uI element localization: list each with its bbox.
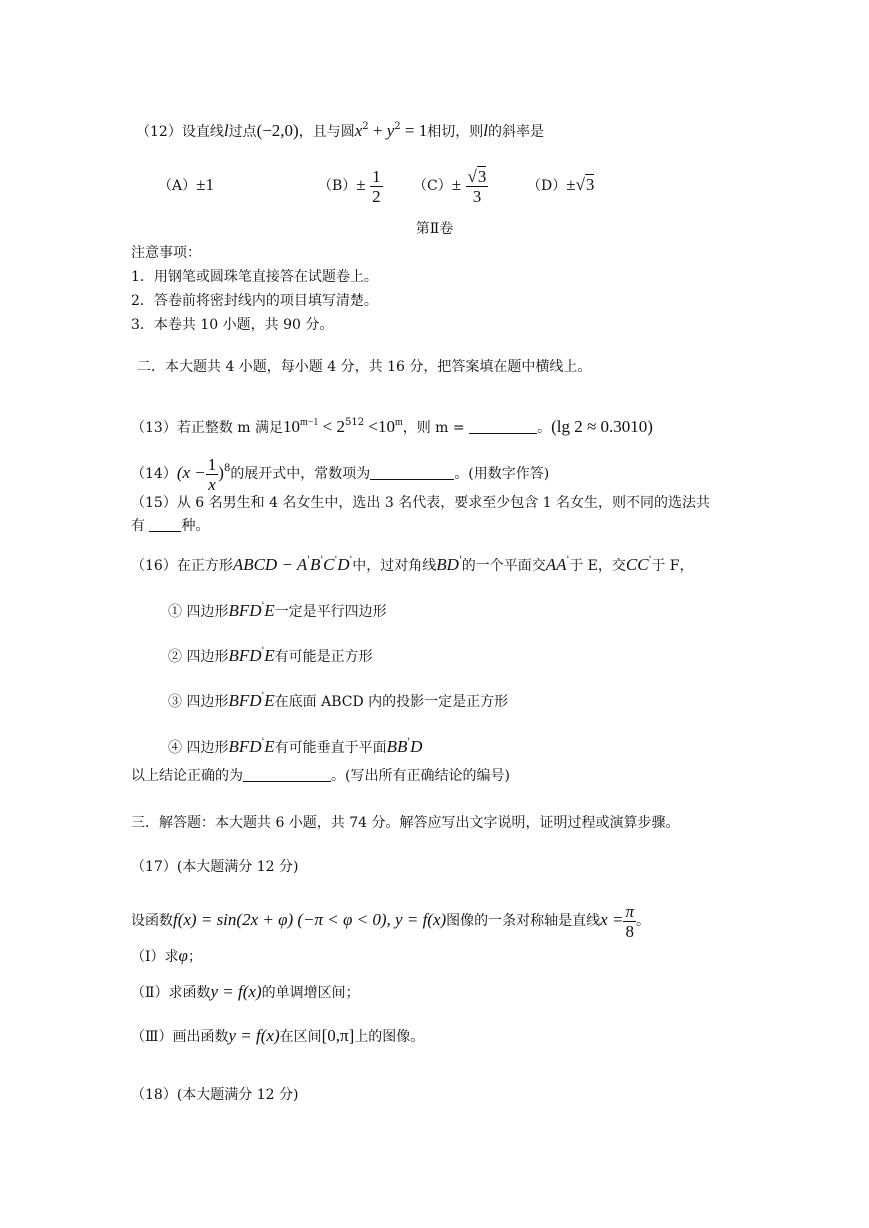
q17-label: （17）(本大题满分 12 分) <box>131 859 299 875</box>
notes-item-1: 1．用钢笔或圆珠笔直接答在试题卷上。 <box>131 269 378 285</box>
answer-blank[interactable] <box>370 465 454 480</box>
q17-part-1: （Ⅰ）求φ； <box>131 946 202 965</box>
q17-stem: 设函数f(x) = sin(2x + φ) (−π < φ < 0), y = f(x)图像的一条对称轴是直线x = $\frac{\pi}{8}$ 。 <box>131 901 650 941</box>
q12-option-c: （C）± $\frac{√3}{3}$ <box>413 166 487 206</box>
q17-part-3: （Ⅲ）画出函数y = f(x)在区间[0,π]上的图像。 <box>131 1026 425 1045</box>
q18-label: （18）(本大题满分 12 分) <box>131 1087 299 1103</box>
math-l: l <box>223 121 229 140</box>
q13: （13）若正整数 m 满足$10^{m-1} < 2^{512} <10^m$，则 m = 。(lg 2 ≈ 0.3010) <box>131 417 653 436</box>
q14: （14）(x − $\frac{1}{x}$ )$^8$的展开式中，常数项为 。(用数字作答) <box>131 454 550 494</box>
q16-conclusion: 以上结论正确的为 。(写出所有正确结论的编号) <box>131 768 510 784</box>
fraction-pi-over-8: $\frac{\pi}{8}$ <box>625 901 634 941</box>
notes-heading: 注意事项： <box>131 245 201 261</box>
fraction-one-half: $\frac{1}{2}$ <box>372 166 381 206</box>
answer-blank[interactable] <box>469 419 537 434</box>
q16-statement-1: ① 四边形BFD'E一定是平行四边形 <box>168 601 387 620</box>
q12-option-b: （B）± $\frac{1}{2}$ <box>318 166 381 206</box>
part2-heading: 二．本大题共 4 小题，每小题 4 分，共 16 分，把答案填在题中横线上。 <box>137 359 592 375</box>
q16-statement-4: ④ 四边形BFD'E有可能垂直于平面BB'D <box>168 737 423 756</box>
fraction-sqrt3-over-3: $\frac{√3}{3}$ <box>467 166 487 206</box>
q17-part-2: （Ⅱ）求函数y = f(x)的单调增区间； <box>131 982 360 1001</box>
answer-blank[interactable] <box>149 517 181 532</box>
notes-item-2: 2．答卷前将密封线内的项目填写清楚。 <box>131 293 378 309</box>
notes-item-3: 3．本卷共 10 小题，共 90 分。 <box>131 317 334 333</box>
fraction-one-over-x: $\frac{1}{x}$ <box>207 454 217 494</box>
q13-hint: (lg 2 ≈ 0.3010) <box>551 417 653 436</box>
answer-blank[interactable] <box>243 767 331 782</box>
q16-stem: （16）在正方形ABCD − A'B'C'D'中，过对角线BD'的一个平面交AA'于 E，交CC'于 F， <box>131 555 694 574</box>
section-title: 第Ⅱ卷 <box>415 221 454 237</box>
q15-line1: （15）从 6 名男生和 4 名女生中，选出 3 名代表，要求至少包含 1 名女生，则不同的选法共 <box>131 495 711 511</box>
part3-heading: 三．解答题：本大题共 6 小题，共 74 分。解答应写出文字说明，证明过程或演算步骤。 <box>131 815 680 831</box>
q15-line2: 有 种。 <box>131 518 210 534</box>
q12-stem: （12）设直线l过点(−2,0)，且与圆$x^2 + y^2 = 1$相切，则l的斜率是 <box>136 121 544 140</box>
math-point: (−2,0) <box>256 121 299 140</box>
q12-option-a: （A）±1 <box>158 175 214 194</box>
q12-option-d: （D）±√3 <box>527 175 595 194</box>
q16-statement-2: ② 四边形BFD'E有可能是正方形 <box>168 646 373 665</box>
q16-statement-3: ③ 四边形BFD'E在底面 ABCD 内的投影一定是正方形 <box>168 691 509 710</box>
